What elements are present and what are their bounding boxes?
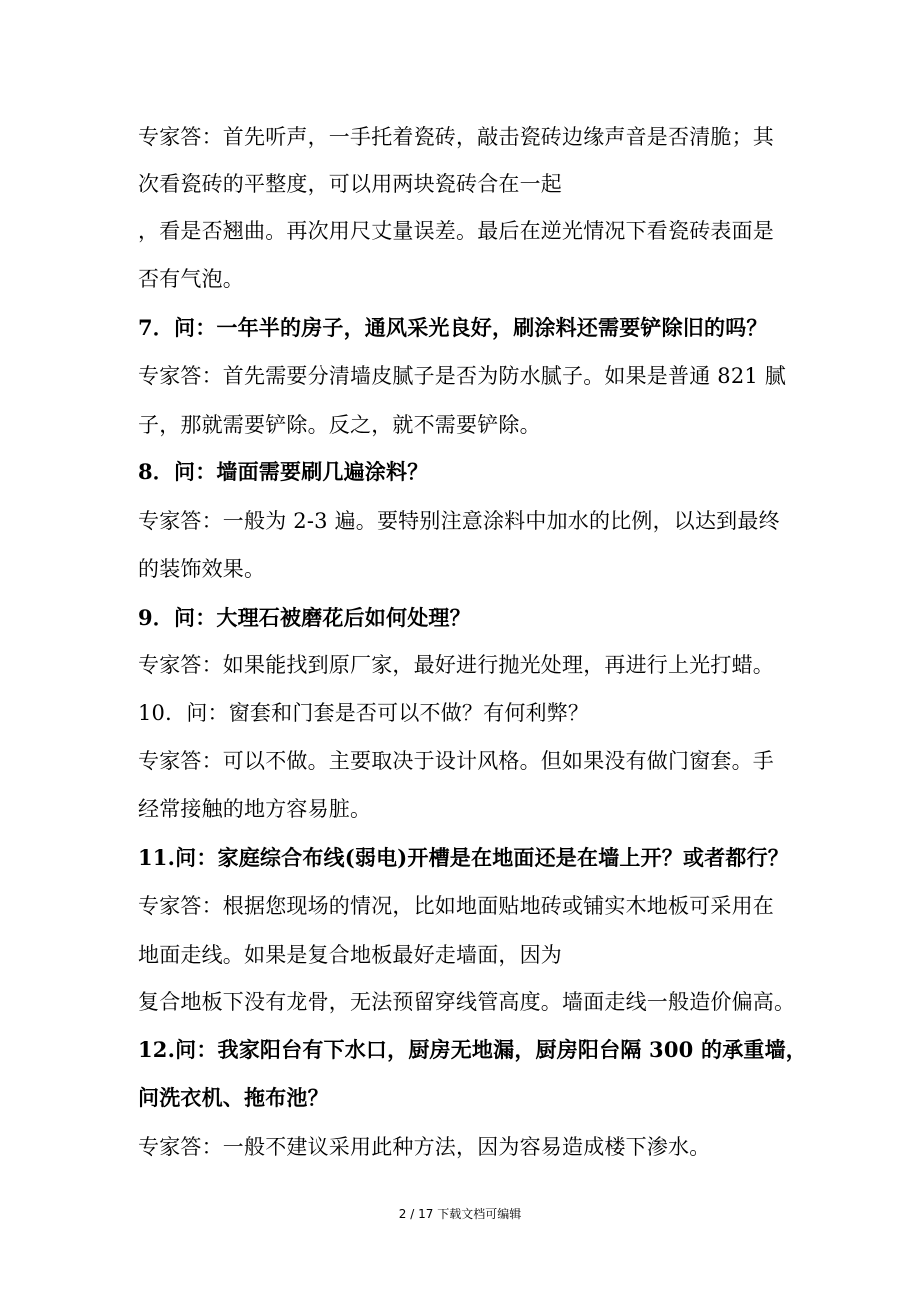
question-heading: 12.问：我家阳台有下水口，厨房无地漏，厨房阳台隔 300 的承重墙，: [138, 1037, 807, 1062]
question-heading: 11.问：家庭综合布线(弱电)开槽是在地面还是在墙上开？或者都行？: [138, 845, 790, 870]
question-heading: 8．问：墙面需要刷几遍涂料？: [138, 459, 429, 484]
question-heading: 7．问：一年半的房子，通风采光良好，刷涂料还需要铲除旧的吗？: [138, 315, 768, 340]
answer-text: 的装饰效果。: [138, 557, 266, 581]
answer-text: 专家答：根据您现场的情况，比如地面贴地砖或铺实木地板可采用在: [138, 894, 774, 918]
page-footer: 2 / 17 下载文档可编辑: [398, 1207, 522, 1221]
answer-text: 专家答：如果能找到原厂家，最好进行抛光处理，再进行上光打蜡。: [138, 653, 774, 677]
question-heading: 9．问：大理石被磨花后如何处理？: [138, 605, 471, 630]
answer-text: 经常接触的地方容易脏。: [138, 797, 372, 821]
answer-text: 次看瓷砖的平整度，可以用两块瓷砖合在一起: [138, 172, 562, 196]
answer-text: 专家答：可以不做。主要取决于设计风格。但如果没有做门窗套。手: [138, 749, 774, 773]
question-heading: 问洗衣机、拖布池？: [138, 1085, 329, 1110]
answer-text: 否有气泡。: [138, 267, 244, 291]
answer-text: 专家答：首先听声，一手托着瓷砖，敲击瓷砖边缘声音是否清脆；其: [138, 125, 774, 149]
answer-text: 专家答：首先需要分清墙皮腻子是否为防水腻子。如果是普通 821 腻: [138, 364, 787, 388]
answer-text: 子，那就需要铲除。反之，就不需要铲除。: [138, 413, 541, 437]
answer-text: 地面走线。如果是复合地板最好走墙面，因为: [138, 943, 562, 967]
answer-text: ，看是否翘曲。再次用尺丈量误差。最后在逆光情况下看瓷砖表面是: [138, 219, 774, 243]
answer-text: 专家答：一般不建议采用此种方法，因为容易造成楼下渗水。: [138, 1135, 711, 1159]
answer-text: 复合地板下没有龙骨，无法预留穿线管高度。墙面走线一般造价偏高。: [138, 990, 796, 1014]
answer-text: 专家答：一般为 2-3 遍。要特别注意涂料中加水的比例，以达到最终: [138, 509, 780, 533]
question-heading: 10．问：窗套和门套是否可以不做？有何利弊？: [138, 701, 590, 725]
